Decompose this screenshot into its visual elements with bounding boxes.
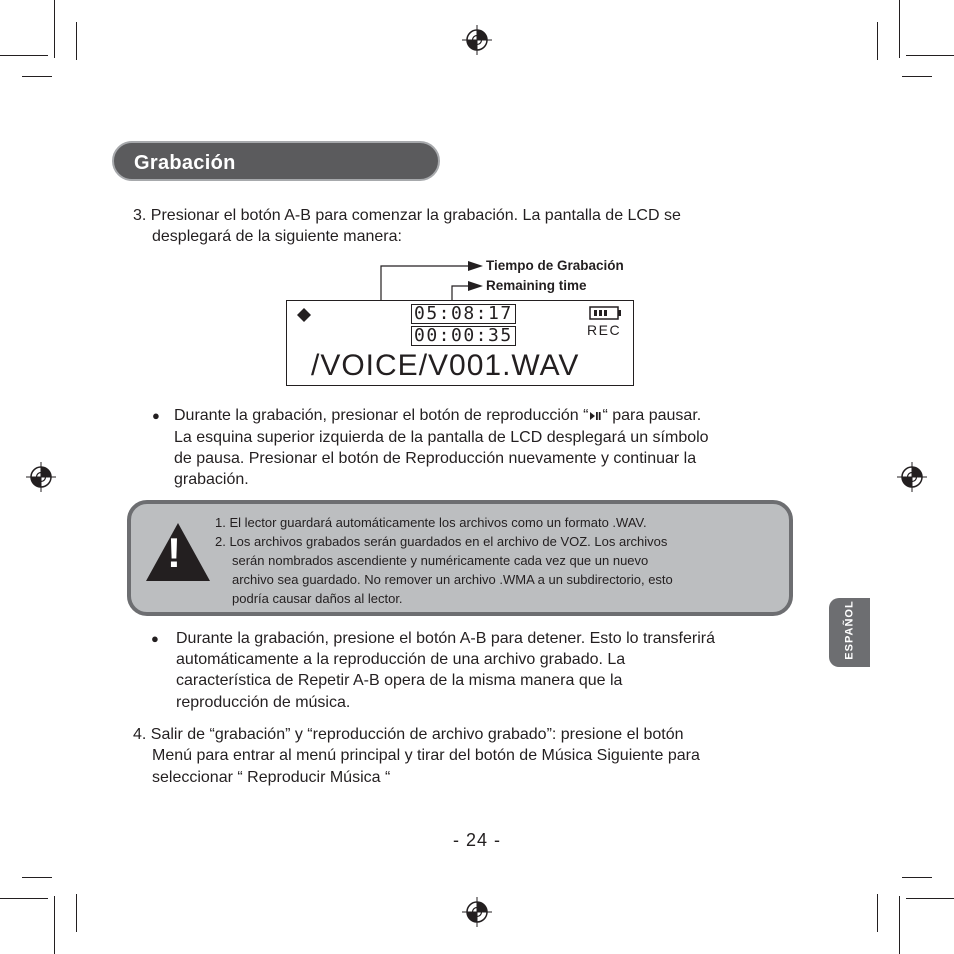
crop-mark xyxy=(76,894,77,932)
step-4-line-1: 4. Salir de “grabación” y “reproducción de archivo grabado”: presione el botón xyxy=(133,726,684,743)
diamond-icon xyxy=(296,307,312,323)
crop-mark xyxy=(899,0,900,58)
page-number: - 24 - xyxy=(452,830,501,850)
note-line-1: 1. El lector guardará automáticamente los archivos como un formato .WAV. xyxy=(215,515,647,530)
bullet-2-line-2: automáticamente a la reproducción de una archivo grabado. La xyxy=(176,651,626,668)
section-header xyxy=(112,141,440,181)
bullet-1-dot: ● xyxy=(152,408,160,423)
registration-mark-icon xyxy=(462,897,492,927)
play-pause-icon xyxy=(589,411,601,421)
crop-mark xyxy=(906,898,954,899)
crop-mark xyxy=(906,55,954,56)
bullet-1-line-1 xyxy=(174,405,701,427)
note-line-3: serán nombrados ascendiente y numéricamente cada vez que un nuevo xyxy=(232,553,649,568)
step-3-line-1: 3. Presionar el botón A-B para comenzar la grabación. La pantalla de LCD se xyxy=(133,207,681,224)
crop-mark xyxy=(22,877,52,878)
crop-mark xyxy=(76,22,77,60)
registration-mark-icon xyxy=(462,25,492,55)
bullet-1-line-2: La esquina superior izquierda de la pantalla de LCD desplegará un símbolo xyxy=(174,429,709,446)
bullet-2-dot: ● xyxy=(151,631,159,646)
crop-mark xyxy=(0,898,48,899)
note-box xyxy=(127,500,793,616)
bullet-2-line-1: Durante la grabación, presione el botón A-B para detener. Esto lo transferirá xyxy=(176,630,715,647)
crop-mark xyxy=(899,896,900,954)
registration-mark-icon xyxy=(897,462,927,492)
step-4-line-2: Menú para entrar al menú principal y tirar del botón de Música Siguiente para xyxy=(152,747,700,764)
crop-mark xyxy=(0,55,48,56)
step-4-line-3: seleccionar “ Reproducir Música “ xyxy=(152,769,391,786)
bullet-1-line-1-end: “ para pausar. xyxy=(602,407,702,424)
note-line-5: podría causar daños al lector. xyxy=(232,591,403,606)
battery-icon xyxy=(589,306,623,320)
bullet-1-line-1-start: Durante la grabación, presionar el botón de reproducción “ xyxy=(174,407,589,424)
bullet-1-line-4: grabación. xyxy=(174,471,249,488)
crop-mark xyxy=(877,22,878,60)
crop-mark xyxy=(902,76,932,77)
section-title: Grabación xyxy=(134,152,236,174)
language-tab-label: ESPAÑOL xyxy=(843,600,856,660)
bullet-2-line-4: reproducción de música. xyxy=(176,694,351,711)
crop-mark xyxy=(22,76,52,77)
warning-exclamation: ! xyxy=(167,529,181,576)
crop-mark xyxy=(877,894,878,932)
lcd-rec-label: REC xyxy=(587,322,622,338)
lcd-file-path: /VOICE/V001.WAV xyxy=(311,349,580,382)
lcd-time-top: 05:08:17 xyxy=(411,304,516,324)
crop-mark xyxy=(902,877,932,878)
label-recording-time: Tiempo de Grabación xyxy=(486,258,624,273)
label-remaining-time: Remaining time xyxy=(486,278,587,293)
bullet-1-line-3: de pausa. Presionar el botón de Reproducción nuevamente y continuar la xyxy=(174,450,697,467)
crop-mark xyxy=(54,0,55,58)
note-line-4: archivo sea guardado. No remover un archivo .WMA a un subdirectorio, esto xyxy=(232,572,673,587)
lcd-time-bottom: 00:00:35 xyxy=(411,326,516,346)
crop-mark xyxy=(54,896,55,954)
step-3-line-2: desplegará de la siguiente manera: xyxy=(152,228,402,245)
registration-mark-icon xyxy=(26,462,56,492)
note-line-2: 2. Los archivos grabados serán guardados en el archivo de VOZ. Los archivos xyxy=(215,534,668,549)
bullet-2-line-3: característica de Repetir A-B opera de la misma manera que la xyxy=(176,672,623,689)
lcd-display xyxy=(286,300,634,386)
